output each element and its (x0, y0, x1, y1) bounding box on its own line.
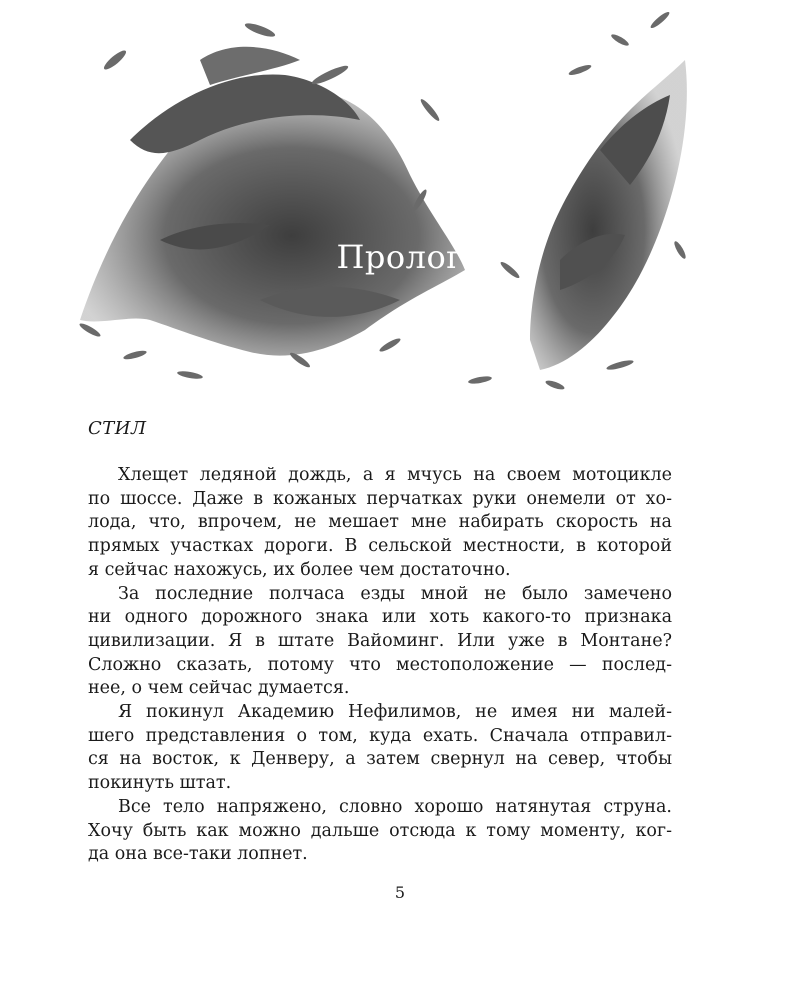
text-line: ся на восток, к Денверу, а затем свернул на север, чтобы (88, 749, 672, 770)
text-line: покинуть штат. (88, 773, 232, 794)
text-line: да она все-таки лопнет. (88, 844, 308, 865)
wings-illustration (60, 0, 700, 400)
text-line: Я покинул Академию Нефилимов, не имея ни малей- (118, 702, 672, 723)
text-line: Хлещет ледяной дождь, а я мчусь на своем мотоцикле (118, 465, 672, 485)
text-line: Все тело напряжено, словно хорошо натянутая струна. (118, 796, 672, 817)
text-line: цивилизации. Я в штате Вайоминг. Или уже в Монтане? (88, 630, 672, 651)
paragraph (88, 796, 672, 867)
chapter-title: Пролог (336, 238, 464, 276)
text-line: по шоссе. Даже в кожаных перчатках руки онемели от хо- (88, 488, 672, 509)
paragraph (88, 701, 672, 796)
text-line: я сейчас нахожусь, их более чем достаточно. (88, 559, 511, 580)
text-line: Сложно сказать, потому что местоположение — послед- (88, 654, 672, 675)
dark-wings-icon (60, 0, 700, 400)
right-wing-icon (530, 60, 687, 370)
text-line: нее, о чем сейчас думается. (88, 678, 350, 699)
chapter-text (88, 464, 672, 867)
text-line: ни одного дорожного знака или хоть какого-то признака (88, 607, 672, 628)
text-line: лода, что, впрочем, не мешает мне набирать скорость на (88, 512, 672, 533)
narrator-name: СТИЛ (88, 418, 147, 439)
text-line: За последние полчаса езды мной не было замечено (118, 583, 672, 604)
text-line: шего представления о том, куда ехать. Сначала отправил- (88, 725, 672, 746)
left-wing-icon (80, 47, 465, 356)
paragraph (88, 583, 672, 702)
text-line: Хочу быть как можно дальше отсюда к тому моменту, ког- (88, 820, 672, 841)
text-line: прямых участках дороги. В сельской местности, в которой (88, 536, 672, 557)
paragraph (88, 464, 672, 583)
page-number: 5 (394, 883, 406, 902)
